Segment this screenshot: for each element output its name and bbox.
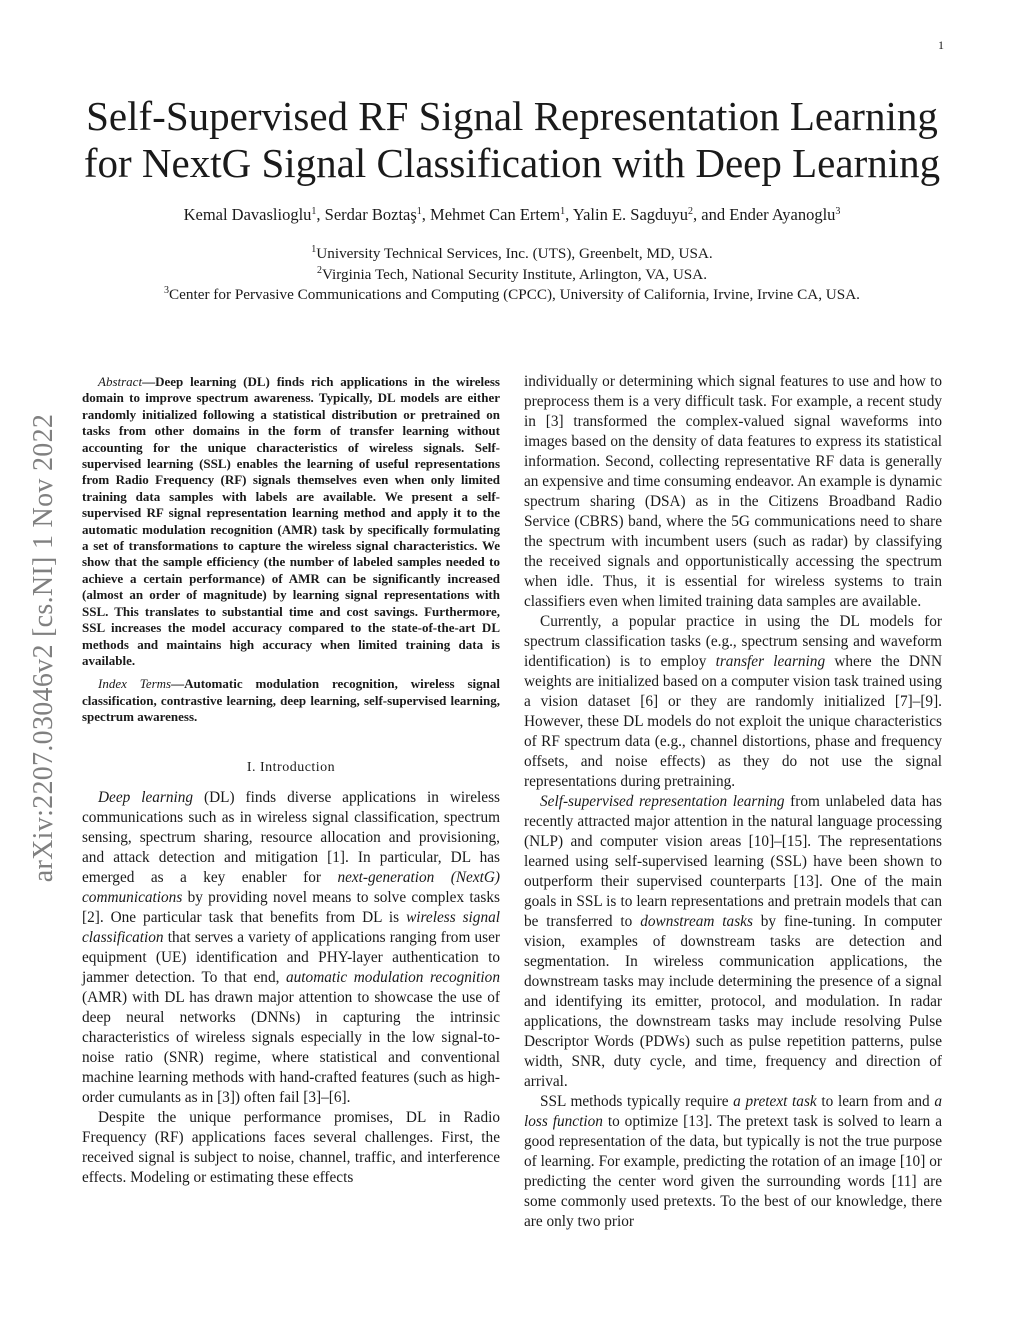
emphasized-text: next-generation (NextG) communications [82,868,500,906]
emphasized-text: downstream tasks [640,913,753,930]
paragraph-text: SSL methods typically require [540,1093,734,1110]
abstract [82,374,500,669]
emphasized-text: a loss function [524,1093,943,1130]
paragraph-text: Despite the unique performance promises, DL in Radio Frequency (RF) applications faces several challenges. First, the received signal is subject to noise, channel, traffic, and interference effects. Modeling or estimating these effects [82,1108,500,1186]
page-number: 1 [938,38,944,52]
affiliation-line [0,265,1024,286]
author-name: Mehmet Can Ertem [430,205,561,224]
arxiv-sidebar [30,365,58,930]
paragraph-text: individually or determining which signal features to use and how to preprocess them is a very difficult task. For example, a recent study in [3] transformed the complex-valued signal waveforms into images based on the density of data features to express its statistical information. Second, collecting representative RF data is generally an expensive and time consuming endeavor. An example is dynamic spectrum sharing (DSA) as in the Citizens Broadband Radio Service (CBRS) band, where the 5G communications need to share the spectrum with incumbent users (such as radar) by classifying the received signals and opportunistically accessing the spectrum when idle. Thus, it is essential for wireless systems to train classifiers even when limited training data samples are available. [524,373,943,610]
affiliation-text: Virginia Tech, National Security Institute, Arlington, VA, USA. [322,265,707,283]
arxiv-identifier: arXiv:2207.03046v2 [cs.NI] 1 Nov 2022 [28,413,59,882]
emphasized-text: wireless signal classification [82,908,501,946]
right-column [524,372,942,1232]
author-name: Serdar Boztaş [324,205,417,224]
author-affiliation-mark: 1 [560,206,566,217]
author-name: Kemal Davaslioglu [183,205,312,224]
abstract-label: Abstract [98,374,143,389]
section-heading-introduction: I. Introduction [246,759,336,775]
body-paragraph [82,1108,500,1188]
body-paragraph [524,372,942,612]
author-name: Ender Ayanoglu [729,205,836,224]
body-paragraph [524,792,942,1092]
author-name: Yalin E. Sagduyu [572,205,689,224]
body-paragraph [82,788,500,1108]
body-paragraph [524,1092,942,1232]
paragraph-text: that serves a variety of applications ranging from user equipment (UE) identification and PHY-layer authentication to jammer detection. To that end, [82,928,500,986]
author-affiliation-mark: 2 [688,206,694,217]
title-line-1: Self-Supervised RF Signal Representation Learning [86,93,938,139]
paper-title [0,93,1024,187]
emphasized-text: automatic modulation recognition [286,968,500,986]
title-line-2: for NextG Signal Classification with Deep Learning [83,140,941,186]
affiliation-text: Center for Pervasive Communications and Computing (CPCC), University of California, Irvine, Irvine CA, USA. [169,286,860,303]
paragraph-text: to optimize [13]. The pretext task is solved to learn a good representation of the data, but typically is not the true purpose of learning. For example, predicting the rotation of an image [10] or predicting the center word given the surrounding words [11] are some commonly used pretexts. To the best of our knowledge, there are only two prior [524,1113,942,1230]
affiliation-mark: 1 [311,244,317,255]
right-body-text [524,372,942,1232]
paragraph-text: where the DNN weights are initialized based on a computer vision task trained using a vision dataset [6] or they are randomly initialized [7]–[9]. However, these DL models do not exploit the unique characteristics of RF spectrum data (e.g., channel distortions, phase and frequency offsets, and noise effects) as they do not use the signal representations during pretraining. [524,653,943,790]
paragraph-text: (AMR) with DL has drawn major attention to showcase the use of deep neural networks (DNNs) in capturing the intrinsic characteristics of wireless signals especially in the low signal-to-noise ratio (SNR) regime, where statistical and conventional machine learning methods with hand-crafted features (such as high-order cumulants as in [3]) often fail [3]–[6]. [82,988,500,1106]
emphasized-text: transfer learning [715,653,826,670]
affiliation-mark: 3 [164,285,170,296]
left-body-text [82,788,500,1188]
author-affiliation-mark: 1 [416,206,422,217]
affiliation-text: University Technical Services, Inc. (UTS), Greenbelt, MD, USA. [316,245,713,262]
paragraph-text: to learn from and [816,1093,935,1110]
emphasized-text: Self-supervised representation learning [540,793,785,810]
affiliation-line [0,285,1024,306]
author-affiliation-mark: 1 [311,206,317,217]
index-terms [82,676,500,725]
paragraph-text: (DL) finds diverse applications in wireless communications such as in wireless signal classification, spectrum sensing, spectrum sharing, resource allocation and provisioning, and attack detection and mitigation [1]. In particular, DL has emerged as a key enabler for [82,788,501,886]
paragraph-text: by fine-tuning. In computer vision, examples of downstream tasks are detection and segmentation. In wireless communication applications, the downstream tasks may include determining the presence of a signal and identifying its emitter, protocol, and modulation. In radar applications, the downstream tasks may include resolving Pulse Descriptor Words (PDWs) such as pulse repetition patterns, pulse width, SNR, duty cycle, and time, frequency and direction of arrival. [524,913,942,1090]
paragraph-text: by providing novel means to solve complex tasks [2]. One particular task that benefits from DL is [82,888,500,926]
abstract-text: —Deep learning (DL) finds rich applications in the wireless domain to improve spectrum awareness. Typically, DL models are either randomly initialized following a statistical distribution or pretrained on tasks from other domains in the form of transfer learning without accounting for the unique characteristics of wireless signals. Self-supervised learning (SSL) enables the learning of useful representations from Radio Frequency (RF) signals themselves even when only limited training data samples with labels are available. We present a self-supervised RF signal representation learning method and apply it to the automatic modulation recognition (AMR) task by specifically formulating a set of transformations to capture the wireless signal characteristics. We show that the sample efficiency (the number of labeled samples needed to achieve a certain performance) of AMR can be significantly increased (almost an order of magnitude) by learning signal representations with SSL. This translates to substantial time and cost savings. Furthermore, SSL increases the model accuracy compared to the state-of-the-art DL methods and maintains high accuracy when limited training data is available. [82,374,500,668]
index-terms-label: Index Terms [98,676,172,692]
index-terms-text: —Automatic modulation recognition, wireless signal classification, contrastive learning, deep learning, self-supervised learning, spectrum awareness. [82,676,500,725]
paragraph-text: Currently, a popular practice in using the DL models for spectrum classification tasks (e.g., spectrum sensing and waveform identification) is to employ [524,613,942,670]
body-paragraph [524,612,942,792]
paragraph-text: from unlabeled data has recently attracted major attention in the natural language processing (NLP) and computer vision areas [10]–[15]. The representations learned using self-supervised learning (SSL) have been shown to outperform their supervised counterparts [13]. One of the main goals in SSL is to learn representations and pretrain models that can be transferred to [524,793,942,930]
author-list: Kemal Davaslioglu$^1$, Serdar Boztaş$^1$, Mehmet Can Ertem$^1$, Yalin E. Sagduyu$^2$, and Ender Ayanoglu$^3$ [183,205,841,224]
author-affiliation-mark: 3 [835,206,841,217]
affiliation-list [0,244,1024,306]
emphasized-text: Deep learning [98,788,194,806]
affiliation-mark: 2 [317,264,322,276]
emphasized-text: a pretext task [733,1093,817,1110]
left-column [82,374,500,1188]
affiliation-line [0,244,1024,265]
